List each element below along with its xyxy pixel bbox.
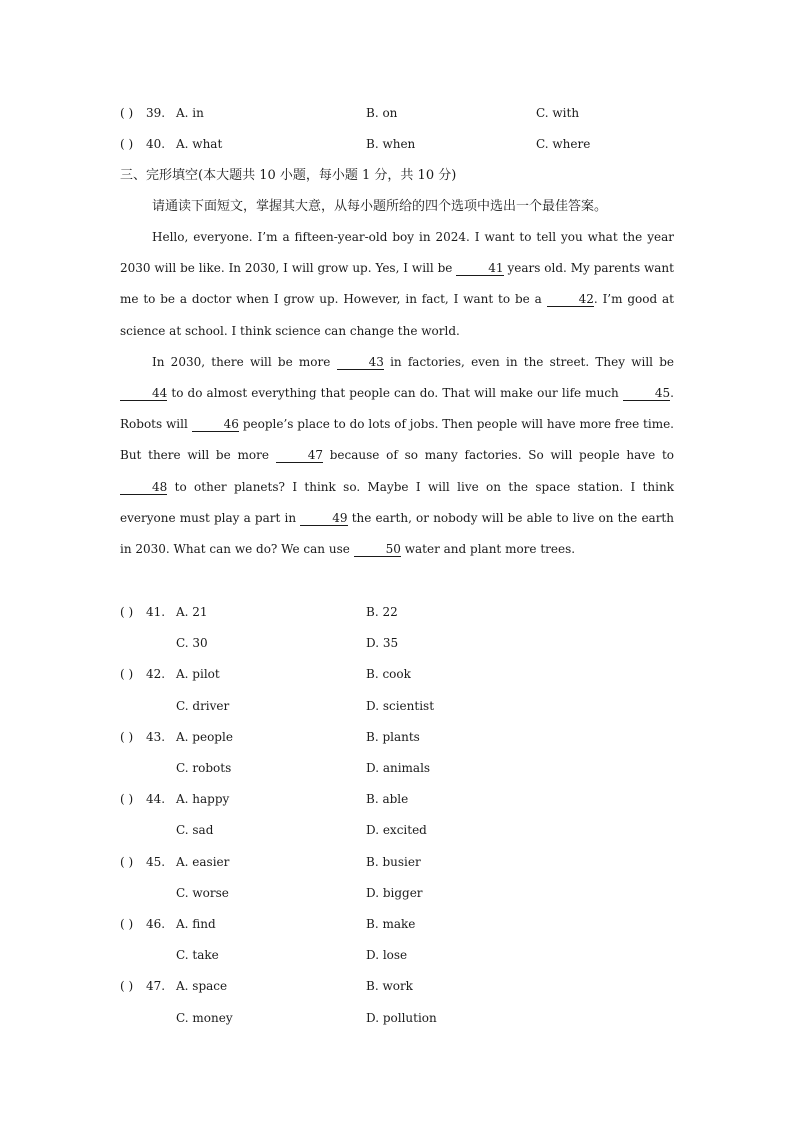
option-c: C. where	[536, 137, 591, 151]
blank-45: 45	[623, 386, 670, 401]
question-number: 43.	[146, 730, 166, 744]
option-c: C. money	[176, 1011, 233, 1025]
answer-paren[interactable]: ( )	[120, 137, 134, 151]
question-number: 44.	[146, 792, 166, 806]
passage-text: people’s place to do lots of jobs. Then people will have more free time. But there will be more	[120, 417, 674, 463]
blank-48: 48	[120, 480, 167, 495]
option-d: D. excited	[366, 823, 427, 837]
question-number: 45.	[146, 855, 166, 869]
passage	[120, 222, 674, 565]
answer-paren[interactable]: ( )	[120, 730, 134, 744]
option-b: B. work	[366, 979, 413, 993]
option-a: A. people	[176, 730, 233, 744]
passage-text: in factories, even in the street. They will be	[383, 354, 674, 369]
option-d: D. animals	[366, 761, 431, 775]
question-number: 46.	[146, 917, 166, 931]
option-c: C. worse	[176, 886, 229, 900]
answer-paren[interactable]: ( )	[120, 855, 134, 869]
option-d: D. bigger	[366, 886, 423, 900]
blank-49: 49	[300, 511, 347, 526]
option-a: A. what	[176, 137, 223, 151]
blank-41: 41	[456, 261, 503, 276]
section-heading: 三、完形填空(本大题共 10 小题，每小题 1 分，共 10 分)	[120, 168, 457, 183]
passage-text: to other planets? I think so. Maybe I will live on the space station. I think everyone must play a part in	[120, 479, 674, 525]
blank-43: 43	[337, 355, 384, 370]
answer-paren[interactable]: ( )	[120, 792, 134, 806]
option-b: B. 22	[366, 605, 398, 619]
option-b: B. make	[366, 917, 416, 931]
passage-text: . Robots will	[120, 386, 674, 432]
question-number: 47.	[146, 979, 166, 993]
passage-text: Hello, everyone. I’m a fifteen-year-old boy in 2024. I want to tell you what the year 2030 will be like. In 2030, I will grow up. Yes, I will be	[120, 230, 674, 276]
option-a: A. easier	[176, 855, 230, 869]
passage-paragraph-2	[120, 347, 674, 565]
answer-paren[interactable]: ( )	[120, 979, 134, 993]
question-number: 42.	[146, 667, 166, 681]
passage-text: because of so many factories. So will people have to	[322, 448, 675, 463]
passage-text: . I’m good at science at school. I think science can change the world.	[120, 292, 675, 338]
option-a: A. 21	[176, 605, 208, 619]
option-a: A. happy	[176, 792, 230, 806]
section-instruction: 请通读下面短文，掌握其大意，从每小题所给的四个选项中选出一个最佳答案。	[152, 199, 608, 214]
option-b: B. busier	[366, 855, 421, 869]
blank-44: 44	[120, 386, 167, 401]
answer-paren[interactable]: ( )	[120, 667, 134, 681]
option-d: D. lose	[366, 948, 408, 962]
passage-text: the earth, or nobody will be able to live on the earth in 2030. What can we do? We can use	[120, 510, 674, 557]
passage-text: water and plant more trees.	[400, 542, 576, 557]
option-b: B. able	[366, 792, 409, 806]
blank-47: 47	[276, 448, 323, 463]
option-c: C. take	[176, 948, 219, 962]
passage-text: In 2030, there will be more	[152, 354, 337, 369]
answer-paren[interactable]: ( )	[120, 917, 134, 931]
option-c: C. with	[536, 106, 580, 120]
option-c: C. driver	[176, 699, 230, 713]
blank-42: 42	[547, 292, 594, 307]
question-number: 39.	[146, 106, 166, 120]
answer-paren[interactable]: ( )	[120, 106, 134, 120]
option-d: D. 35	[366, 636, 399, 650]
option-c: C. sad	[176, 823, 214, 837]
option-a: A. find	[176, 917, 216, 931]
option-a: A. space	[176, 979, 228, 993]
option-d: D. pollution	[366, 1011, 437, 1025]
option-b: B. cook	[366, 667, 411, 681]
option-c: C. 30	[176, 636, 208, 650]
option-b: B. when	[366, 137, 416, 151]
passage-text: to do almost everything that people can do. That will make our life much	[167, 386, 623, 401]
option-a: A. in	[176, 106, 204, 120]
blank-46: 46	[192, 417, 239, 432]
passage-text: years old. My parents want me to be a doctor when I grow up. However, in fact, I want to be a	[120, 261, 674, 307]
passage-paragraph-1	[120, 222, 674, 347]
blank-50: 50	[354, 542, 401, 557]
question-number: 41.	[146, 605, 166, 619]
question-number: 40.	[146, 137, 166, 151]
option-d: D. scientist	[366, 699, 435, 713]
option-a: A. pilot	[176, 667, 220, 681]
option-b: B. plants	[366, 730, 420, 744]
option-c: C. robots	[176, 761, 232, 775]
answer-paren[interactable]: ( )	[120, 605, 134, 619]
option-b: B. on	[366, 106, 398, 120]
